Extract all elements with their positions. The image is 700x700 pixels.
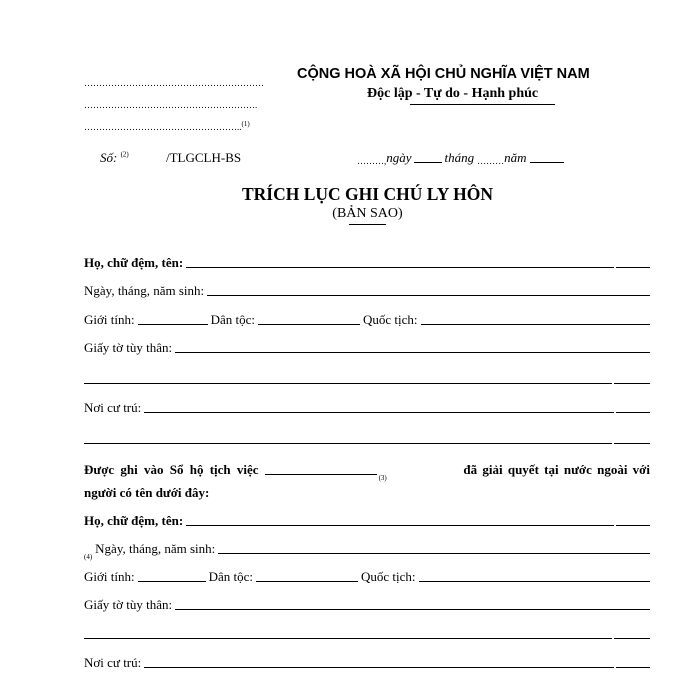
person2-nationality-label: Quốc tịch:	[360, 569, 416, 584]
person1-dob-row	[84, 283, 650, 299]
recorded-line-2: người có tên dưới đây:	[84, 485, 210, 500]
person1-name-row	[84, 255, 650, 271]
person1-name-field[interactable]	[186, 267, 614, 268]
person2-gender-row	[84, 569, 650, 585]
agency-line-2: ………………………………………………….	[84, 100, 258, 110]
person1-residence-label: Nơi cư trú:	[84, 400, 142, 415]
person2-ethnic-label: Dân tộc:	[208, 569, 253, 584]
person1-gender-label: Giới tính:	[84, 312, 135, 327]
motto: Độc lập - Tự do - Hạnh phúc	[367, 86, 539, 101]
person1-nationality-field[interactable]	[421, 324, 651, 325]
person2-nationality-field[interactable]	[419, 581, 651, 582]
agency-line-1: ……………………………………………………	[84, 78, 264, 88]
person1-dob-field[interactable]	[207, 295, 650, 296]
person1-ethnic-label: Dân tộc:	[210, 312, 255, 327]
date-line: ………, ngày tháng ……… năm	[357, 150, 567, 166]
person1-id-label: Giấy tờ tùy thân:	[84, 340, 173, 355]
person2-dob-label: Ngày, tháng, năm sinh:	[95, 541, 216, 556]
document-code: /TLGCLH-BS	[166, 150, 242, 165]
person1-gender-field[interactable]	[138, 324, 208, 325]
person2-gender-field[interactable]	[138, 581, 206, 582]
person2-name-field[interactable]	[186, 525, 614, 526]
person1-ethnic-field[interactable]	[258, 324, 360, 325]
person2-dob-row: (4) Ngày, tháng, năm sinh:	[84, 541, 650, 557]
motto-underline	[410, 104, 555, 105]
person2-name-row	[84, 513, 650, 529]
document-number: Số: $^{(2)}$	[100, 150, 129, 165]
person2-gender-label: Giới tính:	[84, 569, 135, 584]
person2-ethnic-field[interactable]	[256, 581, 358, 582]
person2-residence-field[interactable]	[144, 667, 614, 668]
person2-id-label: Giấy tờ tùy thân:	[84, 597, 173, 612]
document-title: TRÍCH LỤC GHI CHÚ LY HÔN	[241, 184, 494, 204]
recorded-line-1: Được ghi vào Sổ hộ tịch việc (3) đã giải quyết tại nước ngoài với	[84, 462, 650, 482]
agency-line-3: ……………………………………………..$^{(1)}$	[84, 120, 250, 132]
person1-nationality-label: Quốc tịch:	[362, 312, 418, 327]
footnote-1: (1)	[241, 120, 250, 128]
person1-id-row	[84, 340, 650, 356]
subtitle-underline	[349, 224, 386, 225]
person1-dob-label: Ngày, tháng, năm sinh:	[84, 283, 205, 298]
person1-gender-row	[84, 312, 650, 328]
person2-id-continuation[interactable]	[84, 638, 612, 639]
person1-id-field[interactable]	[175, 352, 650, 353]
person2-id-row	[84, 597, 650, 613]
document-subtitle: (BẢN SAO)	[332, 206, 403, 221]
person2-dob-field[interactable]	[218, 553, 650, 554]
person1-residence-continuation[interactable]	[84, 443, 612, 444]
person2-name-label: Họ, chữ đệm, tên:	[84, 513, 184, 528]
person1-name-label: Họ, chữ đệm, tên:	[84, 255, 184, 270]
person1-residence-field[interactable]	[144, 412, 614, 413]
person1-id-continuation[interactable]	[84, 383, 612, 384]
person2-residence-label: Nơi cư trú:	[84, 655, 142, 670]
person2-id-field[interactable]	[175, 609, 650, 610]
person2-residence-row	[84, 655, 650, 671]
nation-title: CỘNG HOÀ XÃ HỘI CHỦ NGHĨA VIỆT NAM	[297, 66, 590, 82]
recorded-matter-field[interactable]	[265, 474, 377, 475]
person1-residence-row	[84, 400, 650, 416]
